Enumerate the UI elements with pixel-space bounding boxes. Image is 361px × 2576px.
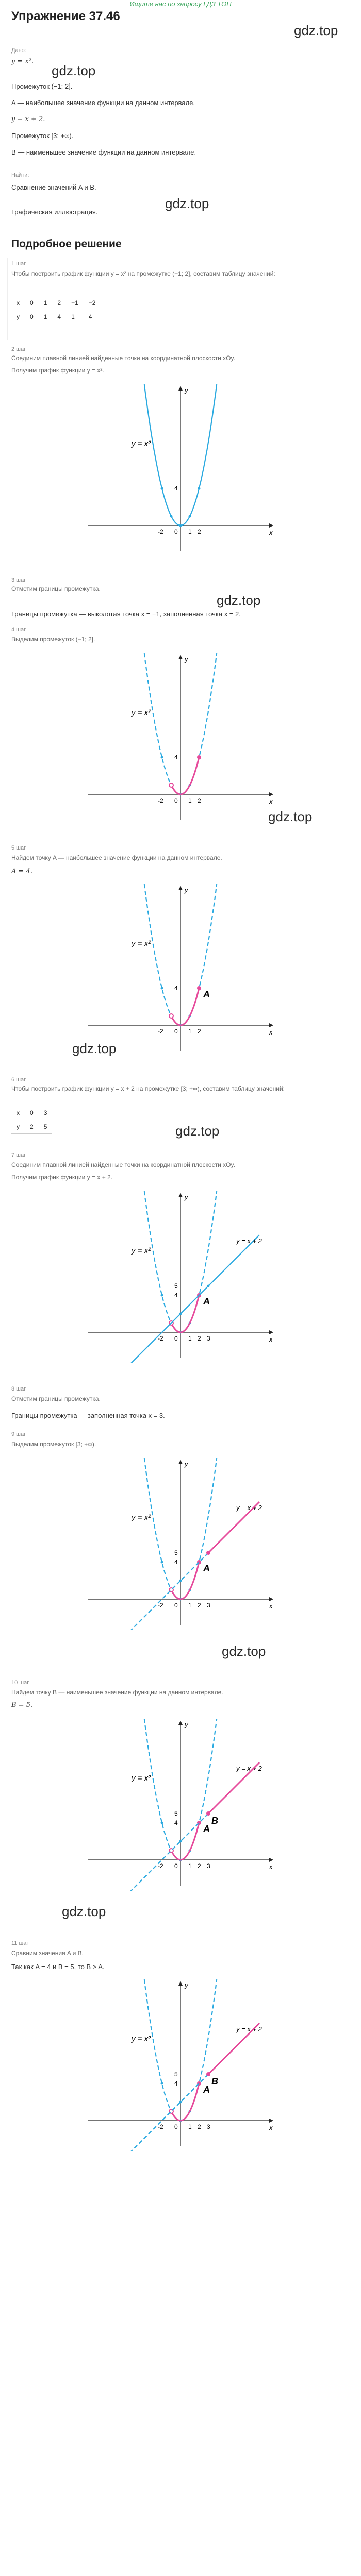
parabola-label: y = x² [132,1513,151,1522]
graph-svg [77,1716,284,1891]
graph-svg [77,650,284,825]
data-point [161,1561,163,1564]
tick-label: 0 [174,2123,178,2130]
tick-label: 0 [174,1028,178,1035]
tick-label: 1 [188,528,192,535]
step-label: 3 шаг [11,577,26,583]
point-a-label: A [203,989,210,999]
step-label: 1 шаг [11,261,26,267]
step-text: Найдем точку A — наибольшее значение функции на данном интервале. [11,854,222,861]
tick-label: -2 [158,528,163,535]
step-text2: Границы промежутка — заполненная точка x = 3. [11,1412,165,1419]
tick-label: 2 [198,1602,201,1609]
step-label: 2 шаг [11,346,26,352]
tick-label: 3 [207,1335,210,1342]
tick-label: 3 [207,1602,210,1609]
data-point [170,515,173,518]
point-a-label: A [203,1563,210,1573]
x-axis-arrow [269,1858,273,1862]
graph-interval-1 [77,650,284,827]
y-axis-label: y [185,886,188,894]
data-point [161,1822,163,1824]
step-text: Найдем точку B — наименьшее значение функции на данном интервале. [11,1689,223,1696]
parabola-label: y = x² [132,708,151,717]
graph-svg [77,1188,284,1363]
tick-label: -2 [158,1335,163,1342]
x-axis-label: x [269,1335,273,1343]
tick-label: 2 [198,2123,201,2130]
tick-label: 3 [207,2123,210,2130]
parabola-label: y = x² [132,2035,151,2043]
cell: 5 [39,1120,53,1134]
y-axis-label: y [185,1460,188,1468]
x-axis-label: x [269,2124,273,2131]
cell: 2 [52,296,66,310]
open-point [169,783,173,787]
tick-label: 4 [174,985,178,992]
cell: −1 [66,296,84,310]
data-point [179,1580,182,1582]
watermark: gdz.top [268,809,313,824]
given-a-def: A — наибольшее значение функции на данном интервале. [11,99,195,107]
cell: 4 [84,310,101,324]
tick-label: -2 [158,2123,163,2130]
closed-point [206,1551,210,1555]
step-text: Соединим плавной линией найденные точки на координатной плоскости xOy. [11,354,235,362]
tick-label: 0 [174,797,178,804]
y-axis-arrow [178,386,183,391]
interval-highlight-line [208,1762,259,1814]
tick-label: 1 [188,1335,192,1342]
step-text: Соединим плавной линией найденные точки на координатной плоскости xOy. [11,1161,235,1168]
values-table-1 [11,296,101,324]
y-axis-label: y [185,386,188,394]
parabola-label: y = x² [132,1246,151,1255]
data-point [161,756,163,759]
graph-compare [77,1976,284,2153]
given-formula: y = x². [11,58,34,65]
given-b-def: B — наименьшее значение функции на данном интервале. [11,148,196,156]
cell: 1 [39,296,53,310]
interval-highlight [171,2083,199,2121]
step-text: Отметим границы промежутка. [11,585,101,592]
x-axis-arrow [269,792,273,796]
closed-point [206,2072,210,2076]
y-axis-arrow [178,1460,183,1464]
given-label: Дано: [11,47,26,54]
tick-label: 5 [174,1549,178,1556]
find-label: Найти: [11,172,29,178]
graph-interval-2 [77,1455,284,1632]
step-label: 5 шаг [11,845,26,851]
watermark: gdz.top [222,1643,266,1659]
step-text: Чтобы построить график функции y = x + 2 на промежутке [3; +∞), составим таблицу значений: [11,1085,285,1092]
data-point [189,515,191,518]
tick-label: 2 [198,1335,201,1342]
tick-label: 0 [174,528,178,535]
tick-label: 2 [198,1028,201,1035]
step-result: A = 4. [11,868,32,875]
given-line: y = x + 2. [11,115,45,123]
step-text2: Получим график функции y = x + 2. [11,1174,113,1181]
cell: 3 [39,1106,53,1120]
tick-label: 2 [198,797,201,804]
data-point [179,1313,182,1315]
y-axis-label: y [185,1721,188,1728]
given-interval2: Промежуток [3; +∞). [11,132,74,140]
data-point [161,987,163,990]
watermark: gdz.top [294,23,338,38]
interval-highlight-line [208,2023,259,2074]
tick-label: -2 [158,1862,163,1870]
graph-svg [77,381,284,556]
x-axis-arrow [269,1330,273,1334]
open-point [169,1014,173,1018]
tick-label: 0 [174,1602,178,1609]
x-axis-arrow [269,1597,273,1601]
tick-label: 1 [188,1028,192,1035]
tick-label: 4 [174,754,178,761]
graph-svg [77,881,284,1056]
x-axis-arrow [269,2119,273,2123]
y-axis-arrow [178,886,183,890]
graph-point-b [77,1716,284,1892]
data-point [179,524,182,527]
data-point [207,1285,210,1287]
watermark: gdz.top [52,63,96,78]
given-interval1: Промежуток (−1; 2]. [11,82,73,90]
step-result: Так как A = 4 и B = 5, то B > A. [11,1963,105,1971]
step-label: 10 шаг [11,1680,29,1686]
cell: 0 [25,296,39,310]
step-label: 7 шаг [11,1152,26,1158]
step-label: 11 шаг [11,1940,29,1946]
tick-label: -2 [158,1028,163,1035]
line-label: y = x + 2 [236,2025,262,2033]
cell: 2 [25,1120,39,1134]
watermark: gdz.top [217,592,261,608]
tick-label: 4 [174,1558,178,1566]
top-search-hint[interactable]: Ищите нас по запросу ГДЗ ТОП [129,0,232,8]
tick-label: 0 [174,1862,178,1870]
point-a-label: A [203,1824,210,1834]
step-label: 6 шаг [11,1077,26,1083]
solution-header: Подробное решение [11,238,122,250]
tick-label: 4 [174,485,178,492]
closed-point [197,986,201,990]
data-point [161,487,163,490]
interval-highlight [171,1562,199,1599]
tick-label: 2 [198,1862,201,1870]
tick-label: 1 [188,797,192,804]
find-item2: Графическая иллюстрация. [11,208,98,216]
cell: 0 [25,1106,39,1120]
interval-highlight-line [208,1502,259,1553]
cell: y [11,1120,25,1134]
closed-point [197,755,201,759]
watermark: gdz.top [165,196,209,211]
tick-label: 4 [174,1819,178,1826]
point-a-label: A [203,2084,210,2095]
y-axis-arrow [178,655,183,659]
parabola-label: y = x² [132,939,151,948]
data-point [161,1294,163,1297]
x-axis-arrow [269,1023,273,1027]
tick-label: 3 [207,1862,210,1870]
cell: 0 [25,310,39,324]
x-axis-label: x [269,1028,273,1036]
point-b-label: B [211,2076,218,2087]
step-label: 4 шаг [11,626,26,633]
find-item1: Сравнение значений A и B. [11,183,96,191]
page-title: Упражнение 37.46 [11,9,120,23]
step-text: Выделим промежуток (−1; 2]. [11,636,95,643]
graph-svg [77,1455,284,1630]
tick-label: -2 [158,797,163,804]
tick-label: 1 [188,1862,192,1870]
y-axis-label: y [185,655,188,663]
cell: 1 [66,310,84,324]
tick-label: 5 [174,1810,178,1817]
interval-highlight [171,757,199,794]
line-label: y = x + 2 [236,1504,262,1512]
interval-highlight [171,1823,199,1860]
cell: x [11,1106,25,1120]
x-axis-label: x [269,1602,273,1610]
tick-label: 2 [198,528,201,535]
watermark: gdz.top [72,1041,117,1056]
data-point [198,487,201,490]
watermark: gdz.top [175,1123,220,1139]
closed-point [206,1811,210,1816]
y-axis-label: y [185,1981,188,1989]
tick-label: -2 [158,1602,163,1609]
y-axis-arrow [178,1981,183,1986]
y-axis-arrow [178,1721,183,1725]
watermark: gdz.top [62,1904,106,1919]
data-point [179,1840,182,1843]
tick-label: 4 [174,1292,178,1299]
line-label: y = x + 2 [236,1237,262,1245]
cell: 1 [39,310,53,324]
point-a-label: A [203,1296,210,1307]
data-point [161,2082,163,2085]
x-axis-label: x [269,529,273,536]
cell: x [11,296,25,310]
step-text: Чтобы построить график функции y = x² на промежутке (−1; 2], составим таблицу значений: [11,270,275,277]
step-text2: Границы промежутка — выколотая точка x = −1, заполненная точка x = 2. [11,610,241,618]
line-label: y = x + 2 [236,1765,262,1773]
interval-highlight [171,1295,199,1332]
cell: y [11,310,25,324]
x-axis-arrow [269,523,273,528]
y-axis-label: y [185,1193,188,1201]
tick-label: 4 [174,2080,178,2087]
tick-label: 1 [188,1602,192,1609]
step-label: 9 шаг [11,1431,26,1437]
graph-point-a [77,881,284,1058]
graph-svg [77,1976,284,2151]
tick-label: 5 [174,2071,178,2078]
interval-highlight [171,988,199,1025]
x-axis-label: x [269,1863,273,1871]
tick-label: 1 [188,2123,192,2130]
graph-line [77,1188,284,1365]
tick-label: 5 [174,1282,178,1290]
step-label: 8 шаг [11,1386,26,1392]
y-axis-arrow [178,1193,183,1197]
step-text: Выделим промежуток [3; +∞). [11,1440,96,1448]
graph-parabola [77,381,284,558]
parabola-label: y = x² [132,1774,151,1783]
cell: −2 [84,296,101,310]
step-text: Отметим границы промежутка. [11,1395,101,1402]
step-result: B = 5. [11,1701,33,1709]
step-text: Сравним значения A и B. [11,1950,84,1957]
data-point [179,2101,182,2104]
cell: 4 [52,310,66,324]
parabola-label: y = x² [132,439,151,448]
x-axis-label: x [269,798,273,805]
step-text2: Получим график функции y = x². [11,367,104,374]
values-table-2 [11,1106,52,1134]
tick-label: 0 [174,1335,178,1342]
point-b-label: B [211,1816,218,1826]
